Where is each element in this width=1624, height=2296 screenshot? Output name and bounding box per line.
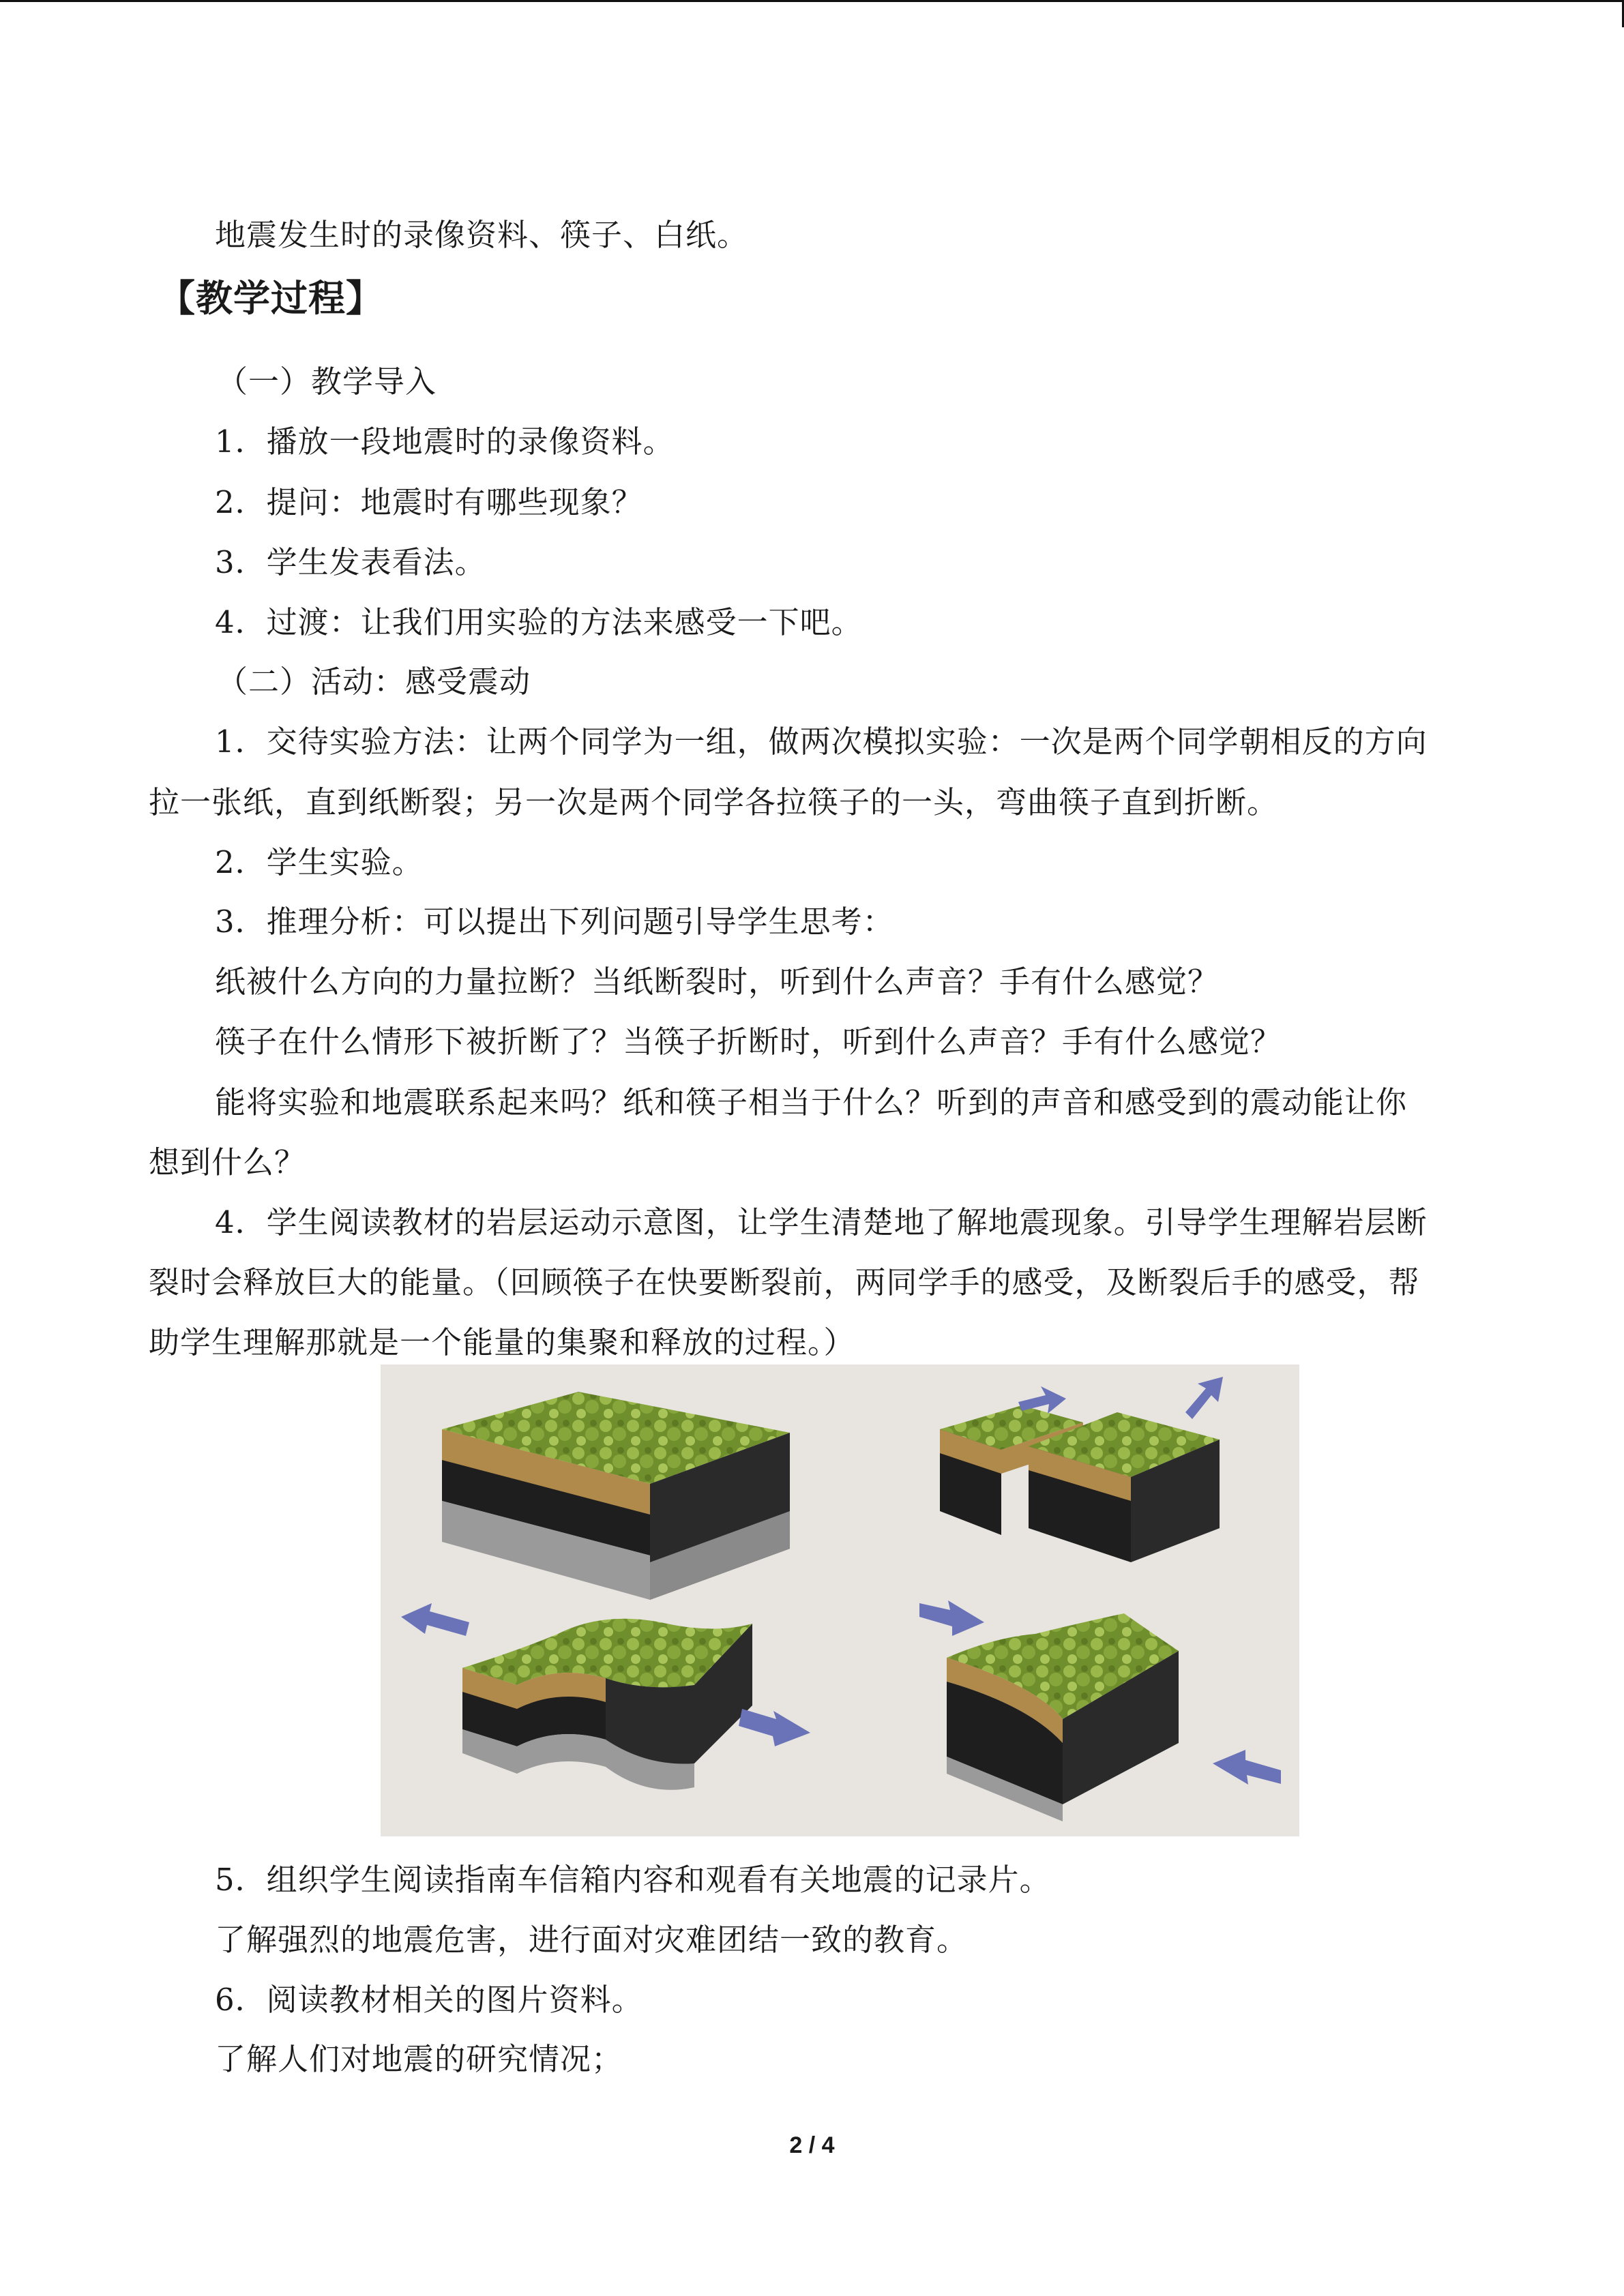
question-3: 能将实验和地震联系起来吗？纸和筷子相当于什么？听到的声音和感受到的震动能让你 — [215, 1084, 1408, 1120]
intro-item-2: 2．提问：地震时有哪些现象？ — [215, 484, 643, 520]
activity-item-1: 1．交待实验方法：让两个同学为一组，做两次模拟实验：一次是两个同学朝相反的方向 — [215, 724, 1428, 760]
activity-item-5: 5．组织学生阅读指南车信箱内容和观看有关地震的记录片。 — [215, 1862, 1051, 1898]
activity-item-6: 6．阅读教材相关的图片资料。 — [215, 1982, 643, 2018]
subsection-activity: （二）活动：感受震动 — [217, 664, 531, 700]
intro-item-3: 3．学生发表看法。 — [215, 544, 486, 580]
activity-item-2: 2．学生实验。 — [215, 844, 424, 880]
question-3-cont: 想到什么？ — [149, 1144, 306, 1180]
activity-item-6-note: 了解人们对地震的研究情况； — [215, 2041, 623, 2077]
question-2: 筷子在什么情形下被折断了？当筷子折断时，听到什么声音？手有什么感觉？ — [215, 1024, 1282, 1060]
activity-item-4-cont-1: 裂时会释放巨大的能量。（回顾筷子在快要断裂前，两同学手的感受，及断裂后手的感受，帮 — [149, 1264, 1420, 1300]
activity-item-4-cont-2: 助学生理解那就是一个能量的集聚和释放的过程。） — [149, 1324, 855, 1360]
intro-item-4: 4．过渡：让我们用实验的方法来感受一下吧。 — [215, 604, 863, 640]
activity-item-5-note: 了解强烈的地震危害，进行面对灾难团结一致的教育。 — [215, 1922, 969, 1958]
subsection-intro: （一）教学导入 — [217, 363, 437, 400]
intro-item-1: 1．播放一段地震时的录像资料。 — [215, 423, 675, 460]
activity-item-3: 3．推理分析：可以提出下列问题引导学生思考： — [215, 904, 894, 940]
top-border — [0, 0, 1624, 2]
page-number: 2 / 4 — [789, 2132, 835, 2158]
rock-layer-figure — [381, 1365, 1299, 1836]
question-1: 纸被什么方向的力量拉断？当纸断裂时，听到什么声音？手有什么感觉？ — [215, 964, 1220, 1000]
section-heading: 【教学过程】 — [158, 277, 383, 320]
activity-item-1-cont: 拉一张纸，直到纸断裂；另一次是两个同学各拉筷子的一头，弯曲筷子直到折断。 — [149, 784, 1279, 820]
materials-line: 地震发生时的录像资料、筷子、白纸。 — [215, 217, 749, 253]
activity-item-4: 4．学生阅读教材的岩层运动示意图，让学生清楚地了解地震现象。引导学生理解岩层断 — [215, 1204, 1428, 1240]
